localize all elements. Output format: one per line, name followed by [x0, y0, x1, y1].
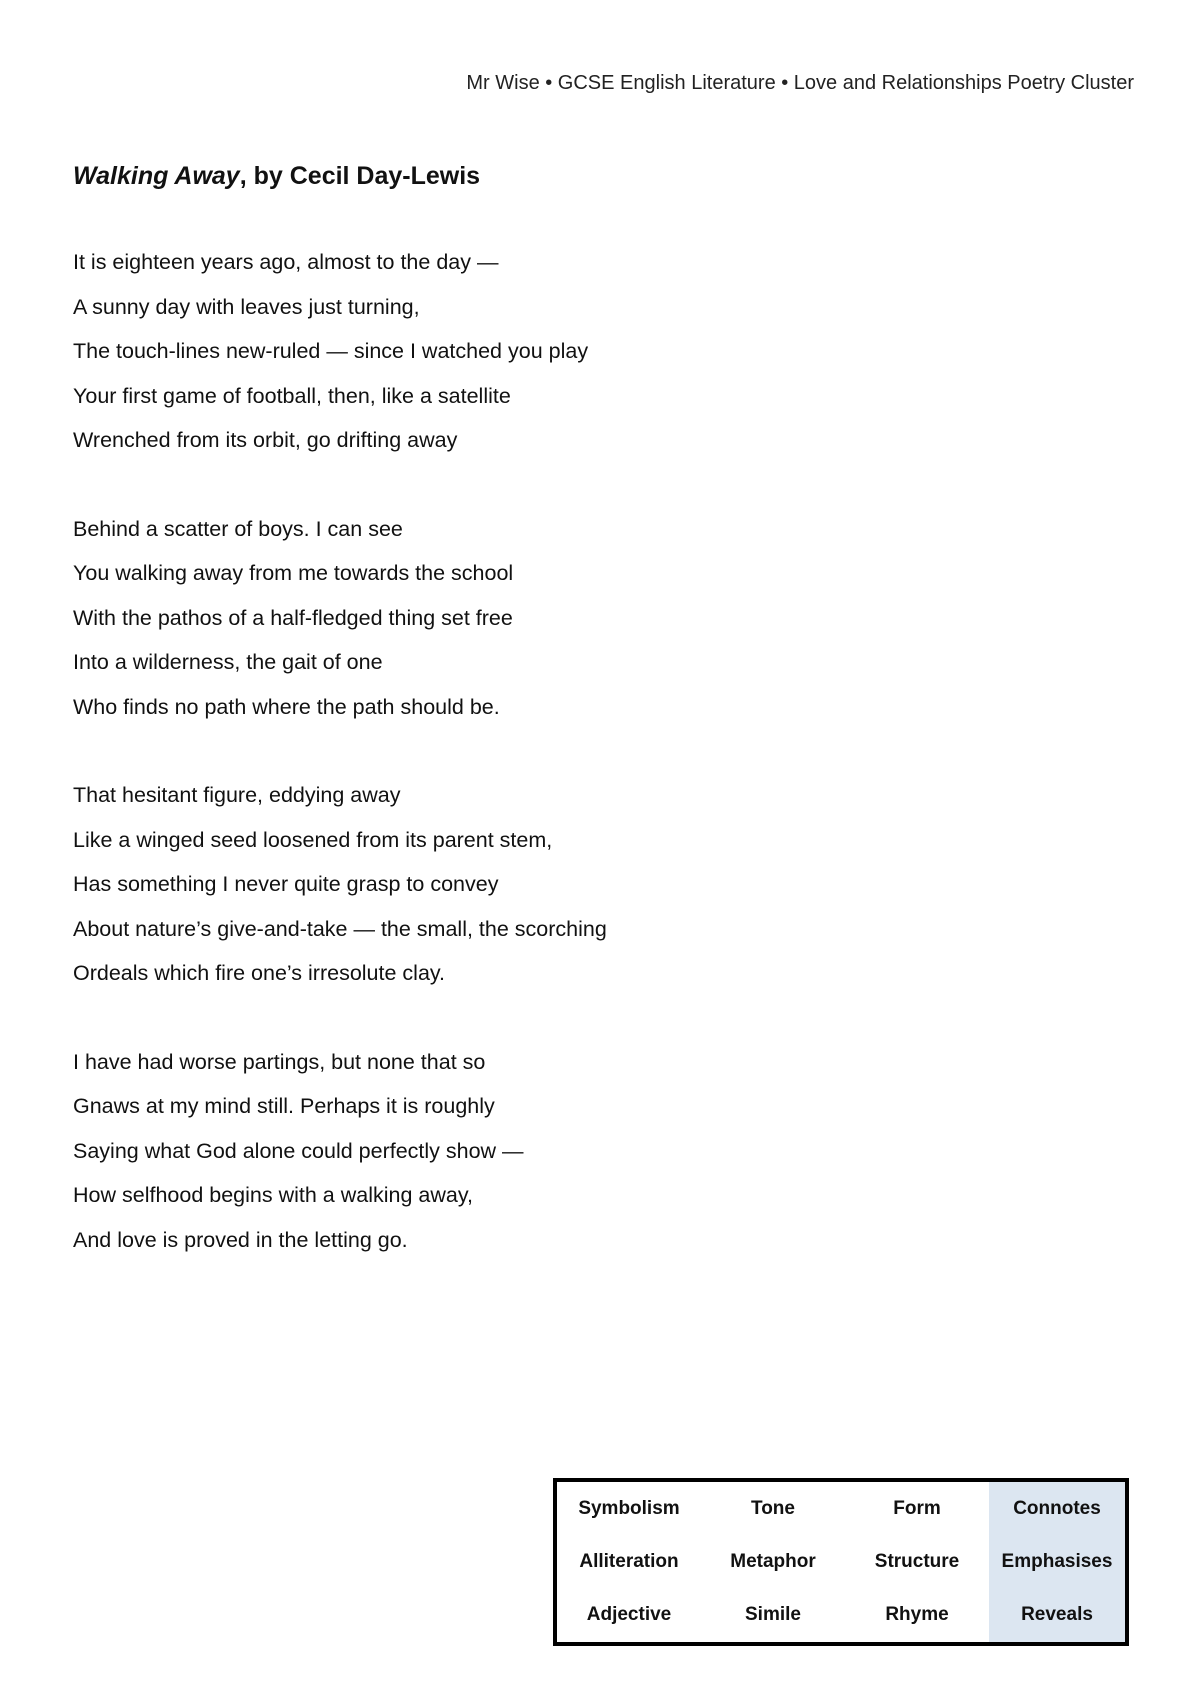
poem-line: That hesitant figure, eddying away [73, 783, 401, 807]
poem-line: Like a winged seed loosened from its parent stem, [73, 827, 553, 852]
poem-line: Saying what God alone could perfectly show — [73, 1138, 524, 1163]
poem-line: The touch-lines new-ruled — since I watched you play [73, 339, 589, 363]
word-bank-term: Rhyme [885, 1604, 949, 1626]
poem-line: Ordeals which fire one’s irresolute clay. [73, 961, 446, 985]
poem-line: A sunny day with leaves just turning, [73, 294, 420, 319]
stanza-4 [73, 1048, 607, 1271]
word-bank-verb: Reveals [989, 1589, 1125, 1642]
word-bank-term: Simile [745, 1604, 801, 1626]
poem-line: Gnaws at my mind still. Perhaps it is roughly [73, 1094, 495, 1118]
poem-line: Your first game of football, then, like a satellite [73, 383, 511, 408]
poem-line: Who finds no path where the path should be. [73, 694, 500, 719]
stanza-1 [73, 248, 607, 471]
poem-byline: , by Cecil Day-Lewis [239, 162, 481, 190]
poem-line: About nature’s give-and-take — the small, the scorching [73, 916, 607, 941]
poem-line: And love is proved in the letting go. [73, 1227, 408, 1252]
poem-line: With the pathos of a half-fledged thing set free [73, 605, 513, 630]
poem-line: It is eighteen years ago, almost to the day — [73, 250, 499, 274]
word-bank-verb: Emphasises [989, 1535, 1125, 1588]
word-bank-table [553, 1478, 1129, 1646]
poem-line: Into a wilderness, the gait of one [73, 650, 383, 674]
poem-line: Wrenched from its orbit, go drifting away [73, 428, 458, 452]
word-bank-term: Form [893, 1497, 941, 1519]
word-bank-term: Adjective [586, 1604, 672, 1626]
poem-name: Walking Away [73, 162, 240, 190]
stanza-2 [73, 515, 607, 738]
word-bank-term: Metaphor [730, 1550, 816, 1572]
poem-title [73, 162, 480, 191]
poem-line: How selfhood begins with a walking away, [73, 1183, 473, 1207]
page-header: Mr Wise • GCSE English Literature • Love and Relationships Poetry Cluster [466, 72, 1134, 94]
word-bank-term: Symbolism [578, 1497, 680, 1519]
poem-body [73, 248, 607, 1314]
poem-line: You walking away from me towards the school [73, 561, 514, 585]
word-bank-term: Alliteration [579, 1550, 679, 1572]
stanza-3 [73, 781, 607, 1004]
poem-line: Behind a scatter of boys. I can see [73, 516, 403, 541]
word-bank-term: Structure [874, 1550, 960, 1572]
poem-line: I have had worse partings, but none that so [73, 1049, 486, 1074]
word-bank-term: Tone [751, 1497, 795, 1519]
word-bank-verb: Connotes [989, 1482, 1125, 1535]
poem-line: Has something I never quite grasp to convey [73, 872, 499, 896]
